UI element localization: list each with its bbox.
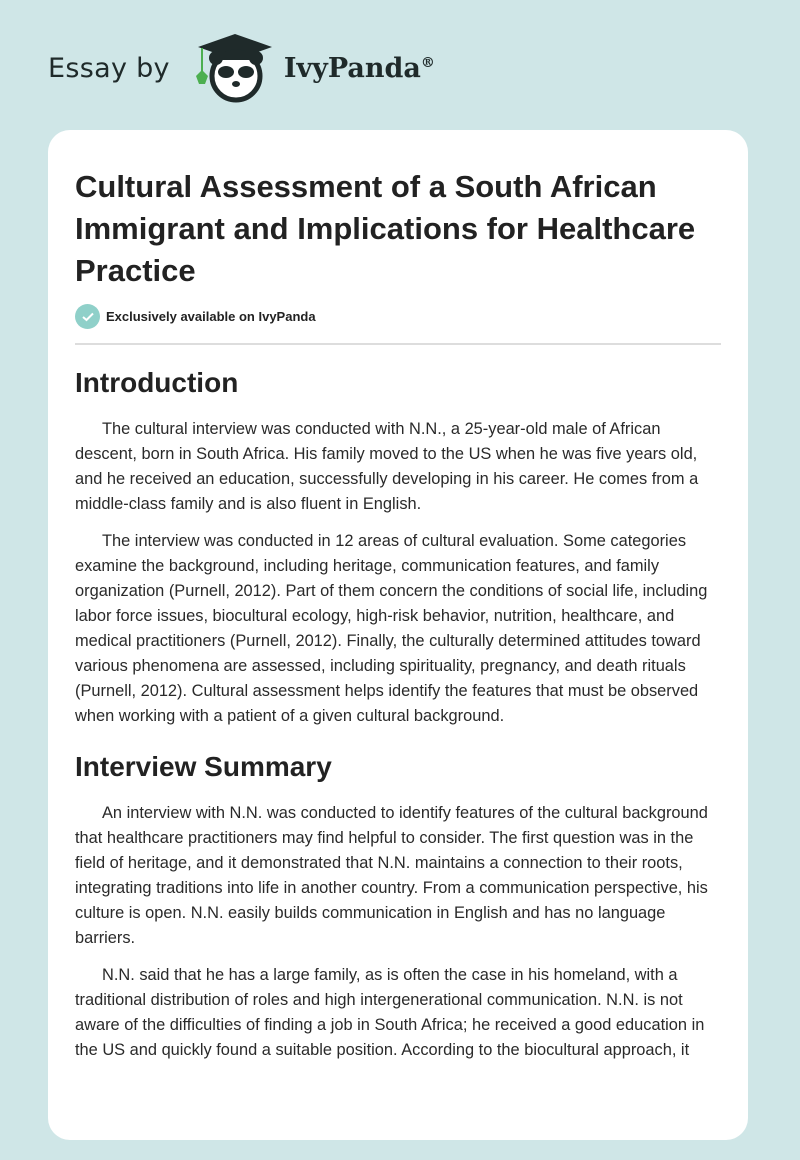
divider — [75, 343, 721, 345]
paragraph: The cultural interview was conducted with N.N., a 25-year-old male of African descent, born in South Africa. His family moved to the US when he was five years old, and he received an education, successfully developing in his career. He comes from a middle-class family and is also fluent in English. — [75, 420, 699, 513]
page-title: Cultural Assessment of a South African Immigrant and Implications for Healthcare Practice — [75, 169, 696, 288]
essay-card — [48, 130, 748, 1140]
paragraph: The interview was conducted in 12 areas of cultural evaluation. Some categories examine the background, including heritage, communication features, and family organization (Purnell, 2012). Part of them concern the conditions of social life, including labor force issues, biocultural ecology, high-risk behavior, nutrition, healthcare, and medical practitioners (Purnell, 2012). Finally, the culturally determined attitudes toward various phenomena are assessed, including spirituality, pregnancy, and death rituals (Purnell, 2012). Cultural assessment helps identify the features that must be observed when working with a patient of a given cultural background. — [75, 532, 708, 725]
brand-name — [284, 53, 435, 84]
section-heading: Introduction — [75, 367, 239, 398]
exclusive-badge — [75, 304, 721, 329]
section-heading: Interview Summary — [75, 751, 332, 782]
registered-mark: ® — [420, 54, 435, 71]
check-icon — [75, 304, 100, 329]
badge-text: Exclusively available on IvyPanda — [106, 309, 316, 324]
paragraph: N.N. said that he has a large family, as is often the case in his homeland, with a traditional distribution of roles and high intergenerational communication. N.N. is not aware of the difficulties of finding a job in South Africa; he received a good education in the US and quickly found a suitable position. According to the biocultural approach, it — [75, 966, 705, 1059]
essay-by-label: Essay by — [48, 52, 170, 84]
paragraph: An interview with N.N. was conducted to identify features of the cultural background that healthcare practitioners may find helpful to consider. The first question was in the field of heritage, and it demonstrated that N.N. maintains a connection to their roots, integrating traditions into life in another country. From a communication perspective, his culture is open. N.N. easily builds communication in English and has no language barriers. — [75, 804, 708, 947]
site-header — [48, 38, 435, 98]
brand-text: IvyPanda — [283, 52, 421, 84]
panda-logo-icon[interactable] — [192, 32, 278, 104]
